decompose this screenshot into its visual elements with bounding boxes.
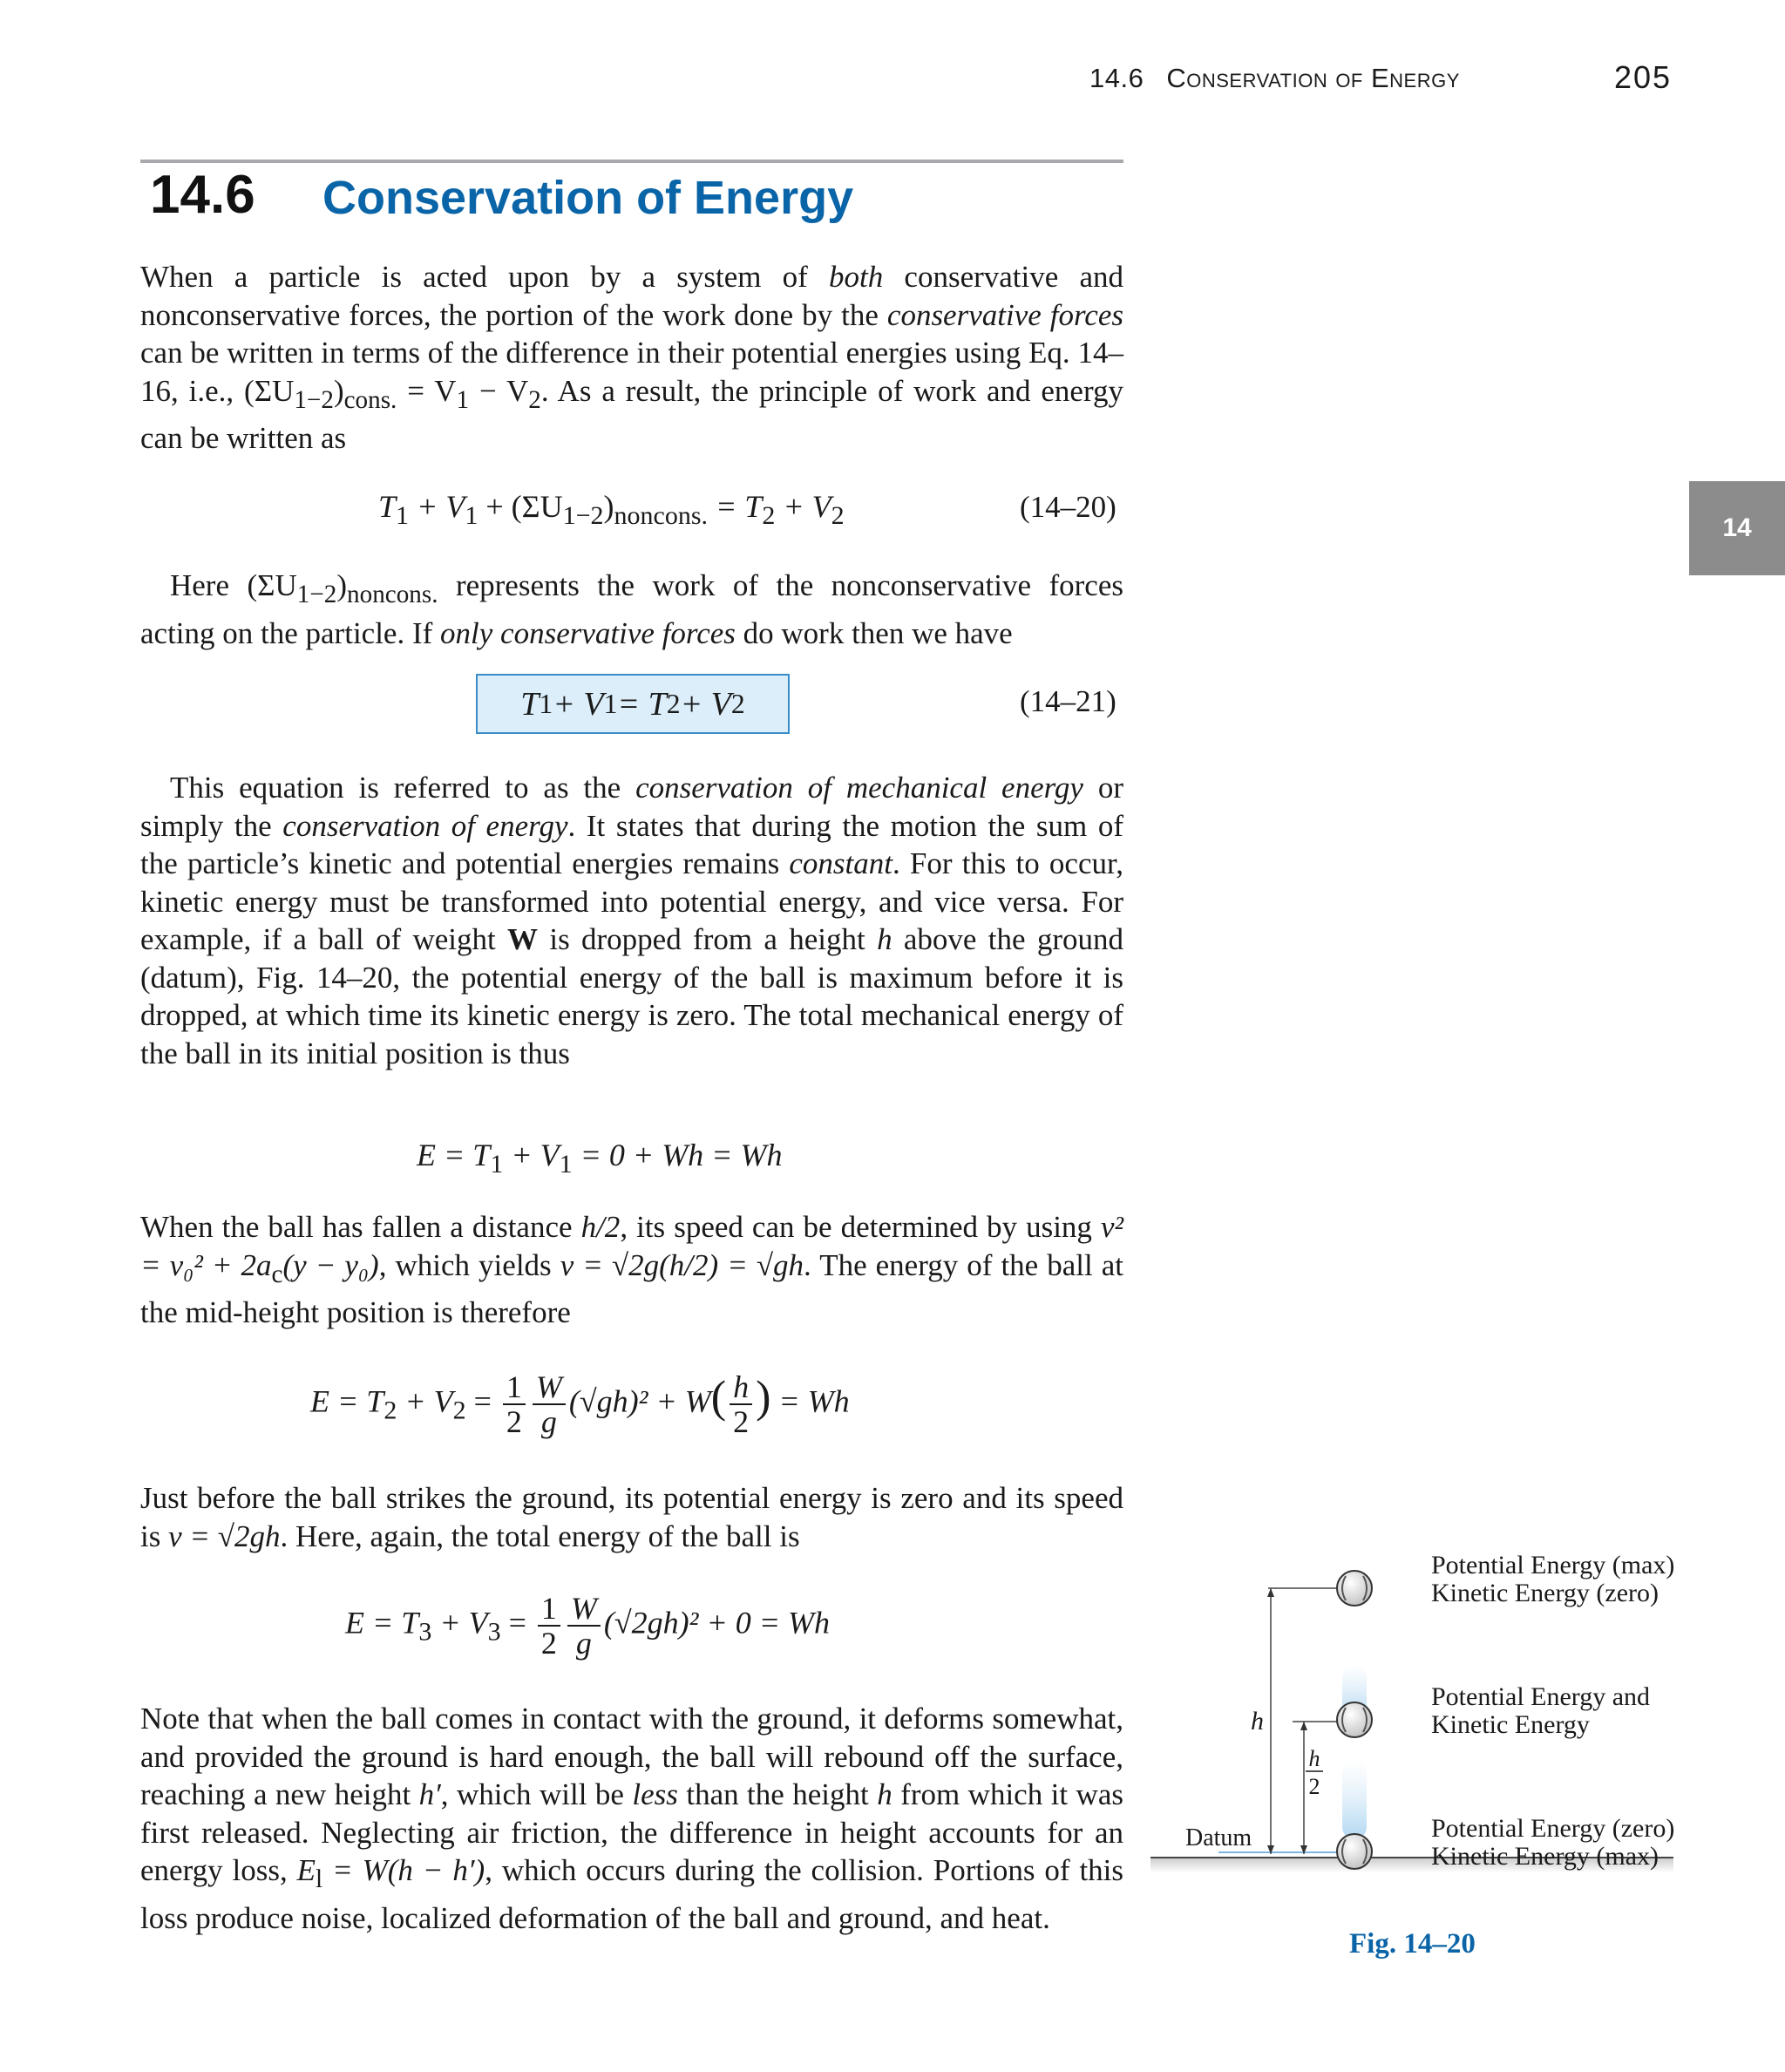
paragraph-6: Note that when the ball comes in contact with the ground, it deforms somewhat, and provided the ground is hard enough, the ball will rebound off the surface, reaching a new height h′, which will be less than the height h from which it was first released. Neglecting air friction, the difference in height accounts for an energy loss, $E_l = W(h - h')$, which occurs during the collision. Portions of this loss produce noise, localized deformation of the ball and ground, and heat. xyxy=(140,1702,1124,1935)
half-h-denominator: 2 xyxy=(1308,1774,1320,1799)
label-bottom-line-2: Kinetic Energy (max) xyxy=(1431,1842,1659,1871)
equation-number-14-21: (14–21) xyxy=(1020,684,1116,718)
section-rule xyxy=(140,160,1123,163)
label-mid-line-1: Potential Energy and xyxy=(1431,1682,1651,1711)
paragraph-2: Here $(\Sigma U_{1-2})_{noncons.}$ represents the work of the nonconservative forces acting on the particle. If only conservative forces do work then we have xyxy=(140,568,1123,650)
h-label: h xyxy=(1251,1707,1264,1736)
figure-14-20 xyxy=(1133,1534,1708,1935)
chapter-tab[interactable]: 14 xyxy=(1689,481,1785,575)
label-mid-line-2: Kinetic Energy xyxy=(1431,1710,1590,1739)
equation-14-21-box: T 1 + V 1 = T 2 + V 2 xyxy=(476,674,790,734)
motion-trail-lower xyxy=(1342,1761,1367,1839)
equation-number-14-20: (14–20) xyxy=(1020,490,1116,524)
equation-energy-initial: $E = T_1 + V_1 = 0 + Wh = Wh$ xyxy=(417,1138,783,1179)
section-title: Conservation of Energy xyxy=(322,172,854,224)
page-number: 205 xyxy=(1614,59,1673,95)
figure-caption: Fig. 14–20 xyxy=(1349,1928,1476,1960)
ball-bottom-icon xyxy=(1337,1834,1372,1869)
equation-energy-mid: $E = T_2 + V_2$ = $\frac{1}{2}$ $\frac{W}{g}$ (√gh)² + W( $\frac{h}{2}$ ) = Wh xyxy=(310,1369,850,1439)
label-top-line-2: Kinetic Energy (zero) xyxy=(1431,1579,1659,1607)
running-head-title: Conservation of Energy xyxy=(1166,63,1460,93)
equation-14-20: $T_1 + V_1 + (\Sigma U_{1-2})_{noncons.} = T_2 + V_2$ xyxy=(378,489,845,531)
running-head-section: 14.6 xyxy=(1089,63,1144,93)
half-h-numerator: h xyxy=(1308,1746,1320,1771)
paragraph-1: When a particle is acted upon by a system of both conservative and nonconservative forces, the portion of the work done by the conservative forces can be written in terms of the difference in their potential energies using Eq. 14–16, i.e., $(\Sigma U_{1-2})_{cons.} = V_1 - V_2$. As a result, the principle of work and energy can be written as xyxy=(140,260,1124,455)
label-bottom-line-1: Potential Energy (zero) xyxy=(1431,1814,1675,1843)
ball-mid-icon xyxy=(1337,1702,1372,1737)
paragraph-3: This equation is referred to as the conservation of mechanical energy or simply the conservation of energy. It states that during the motion the sum of the particle’s kinetic and potential energies remains constant. For this to occur, kinetic energy must be transformed into potential energy, and vice versa. For example, if a ball of weight W is dropped from a height h above the ground (datum), Fig. 14–20, the potential energy of the ball is maximum before it is dropped, at which time its kinetic energy is zero. The total mechanical energy of the ball in its initial position is thus xyxy=(140,771,1124,1070)
label-top-line-1: Potential Energy (max) xyxy=(1431,1551,1675,1579)
section-number: 14.6 xyxy=(150,165,255,225)
running-head xyxy=(1089,63,1460,94)
paragraph-4: When the ball has fallen a distance h/2, its speed can be determined by using $v^2 = v_0^2 + 2a_c(y - y_0)$, which yields v = √2g(h/2) = √gh. The energy of the ball at the mid-height position is therefore xyxy=(140,1210,1124,1329)
datum-label: Datum xyxy=(1185,1824,1252,1851)
paragraph-5: Just before the ball strikes the ground, its potential energy is zero and its speed is v = √2gh. Here, again, the total energy of the ball is xyxy=(140,1481,1123,1553)
ball-top-icon xyxy=(1337,1571,1372,1606)
equation-energy-final: $E = T_3 + V_3$ = $\frac{1}{2}$ $\frac{W}{g}$ (√2gh)² + 0 = Wh xyxy=(345,1591,831,1661)
